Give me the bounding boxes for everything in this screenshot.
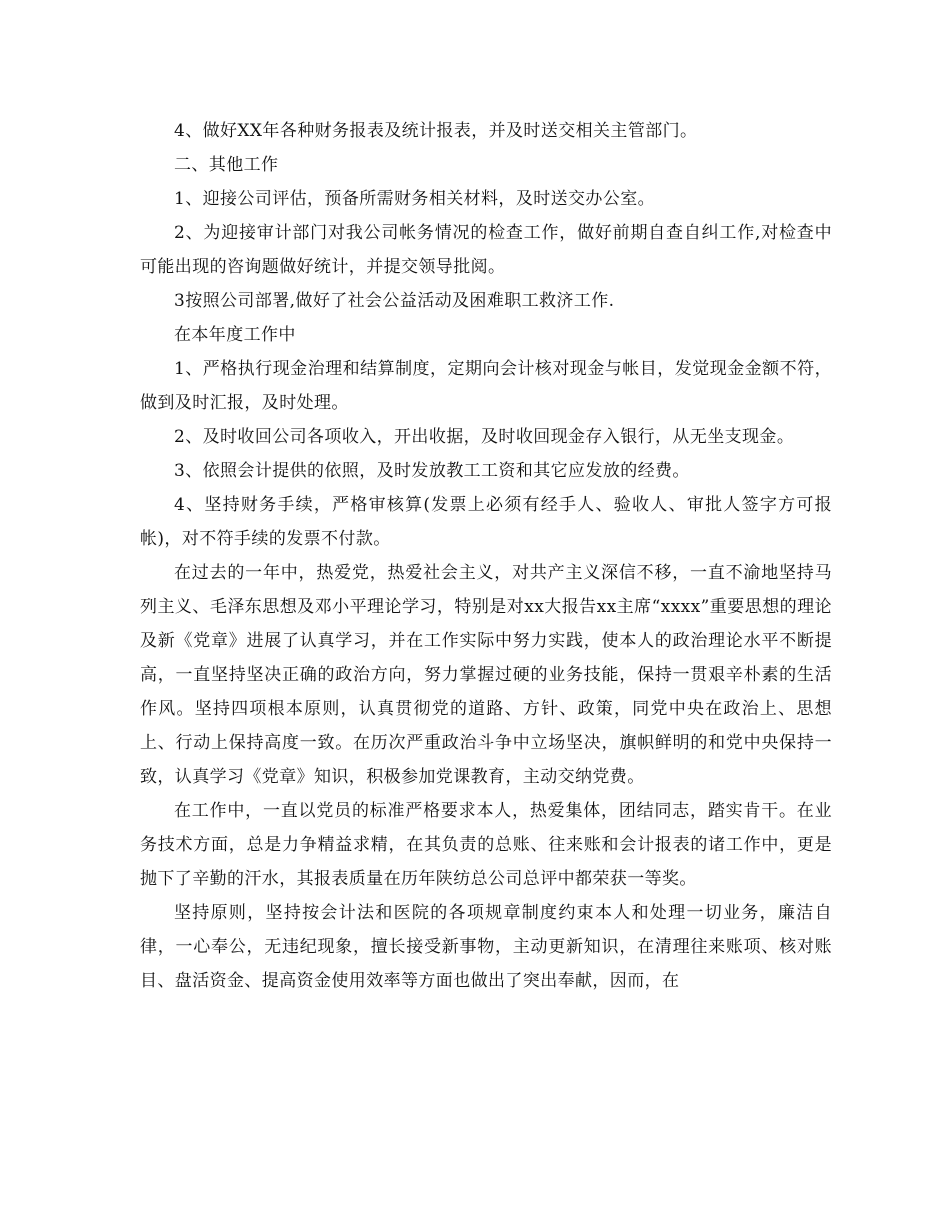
paragraph-12: 在工作中，一直以党员的标准严格要求本人，热爱集体，团结同志，踏实肯干。在业务技术方面，总是力争精益求精，在其负责的总账、往来账和会计报表的诸工作中，更是抛下了辛勤的汗水，其报表质量在历年陕纺总公司总评中都荣获一等奖。 bbox=[140, 801, 832, 889]
document-body bbox=[140, 114, 832, 998]
paragraph-1: 4、做好XX年各种财务报表及统计报表，并及时送交相关主管部门。 bbox=[174, 121, 698, 141]
paragraph-8: 2、及时收回公司各项收入，开出收据，及时收回现金存入银行，从无坐支现金。 bbox=[174, 427, 795, 447]
paragraph-3: 1、迎接公司评估，预备所需财务相关材料，及时送交办公室。 bbox=[174, 189, 656, 209]
paragraph-13: 坚持原则，坚持按会计法和医院的各项规章制度约束本人和处理一切业务，廉洁自律，一心奉公，无违纪现象，擅长接受新事物，主动更新知识，在清理往来账项、核对账目、盘活资金、提高资金使用效率等方面也做出了突出奉献，因而，在 bbox=[140, 903, 832, 991]
paragraph-5: 3按照公司部署,做好了社会公益活动及困难职工救济工作. bbox=[174, 291, 615, 311]
paragraph-7: 1、严格执行现金治理和结算制度，定期向会计核对现金与帐目，发觉现金金额不符，做到及时汇报，及时处理。 bbox=[140, 359, 832, 413]
paragraph-9: 3、依照会计提供的依照，及时发放教工工资和其它应发放的经费。 bbox=[174, 461, 690, 481]
paragraph-11: 在过去的一年中，热爱党，热爱社会主义，对共产主义深信不移，一直不渝地坚持马列主义、毛泽东思想及邓小平理论学习，特别是对xx大报告xx主席“xxxx”重要思想的理论及新《党章》进展了认真学习，并在工作实际中努力实践，使本人的政治理论水平不断提高，一直坚持坚决正确的政治方向，努力掌握过硬的业务技能，保持一贯艰辛朴素的生活作风。坚持四项根本原则，认真贯彻党的道路、方针、政策，同党中央在政治上、思想上、行动上保持高度一致。在历次严重政治斗争中立场坚决，旗帜鲜明的和党中央保持一致，认真学习《党章》知识，积极参加党课教育，主动交纳党费。 bbox=[140, 563, 832, 787]
section-heading-this-year: 在本年度工作中 bbox=[174, 325, 296, 345]
section-heading-other-work: 二、其他工作 bbox=[174, 155, 279, 175]
paragraph-4: 2、为迎接审计部门对我公司帐务情况的检查工作，做好前期自查自纠工作,对检查中可能出现的咨询题做好统计，并提交领导批阅。 bbox=[140, 223, 832, 277]
paragraph-10: 4、坚持财务手续，严格审核算(发票上必须有经手人、验收人、审批人签字方可报帐)，对不符手续的发票不付款。 bbox=[140, 495, 832, 549]
